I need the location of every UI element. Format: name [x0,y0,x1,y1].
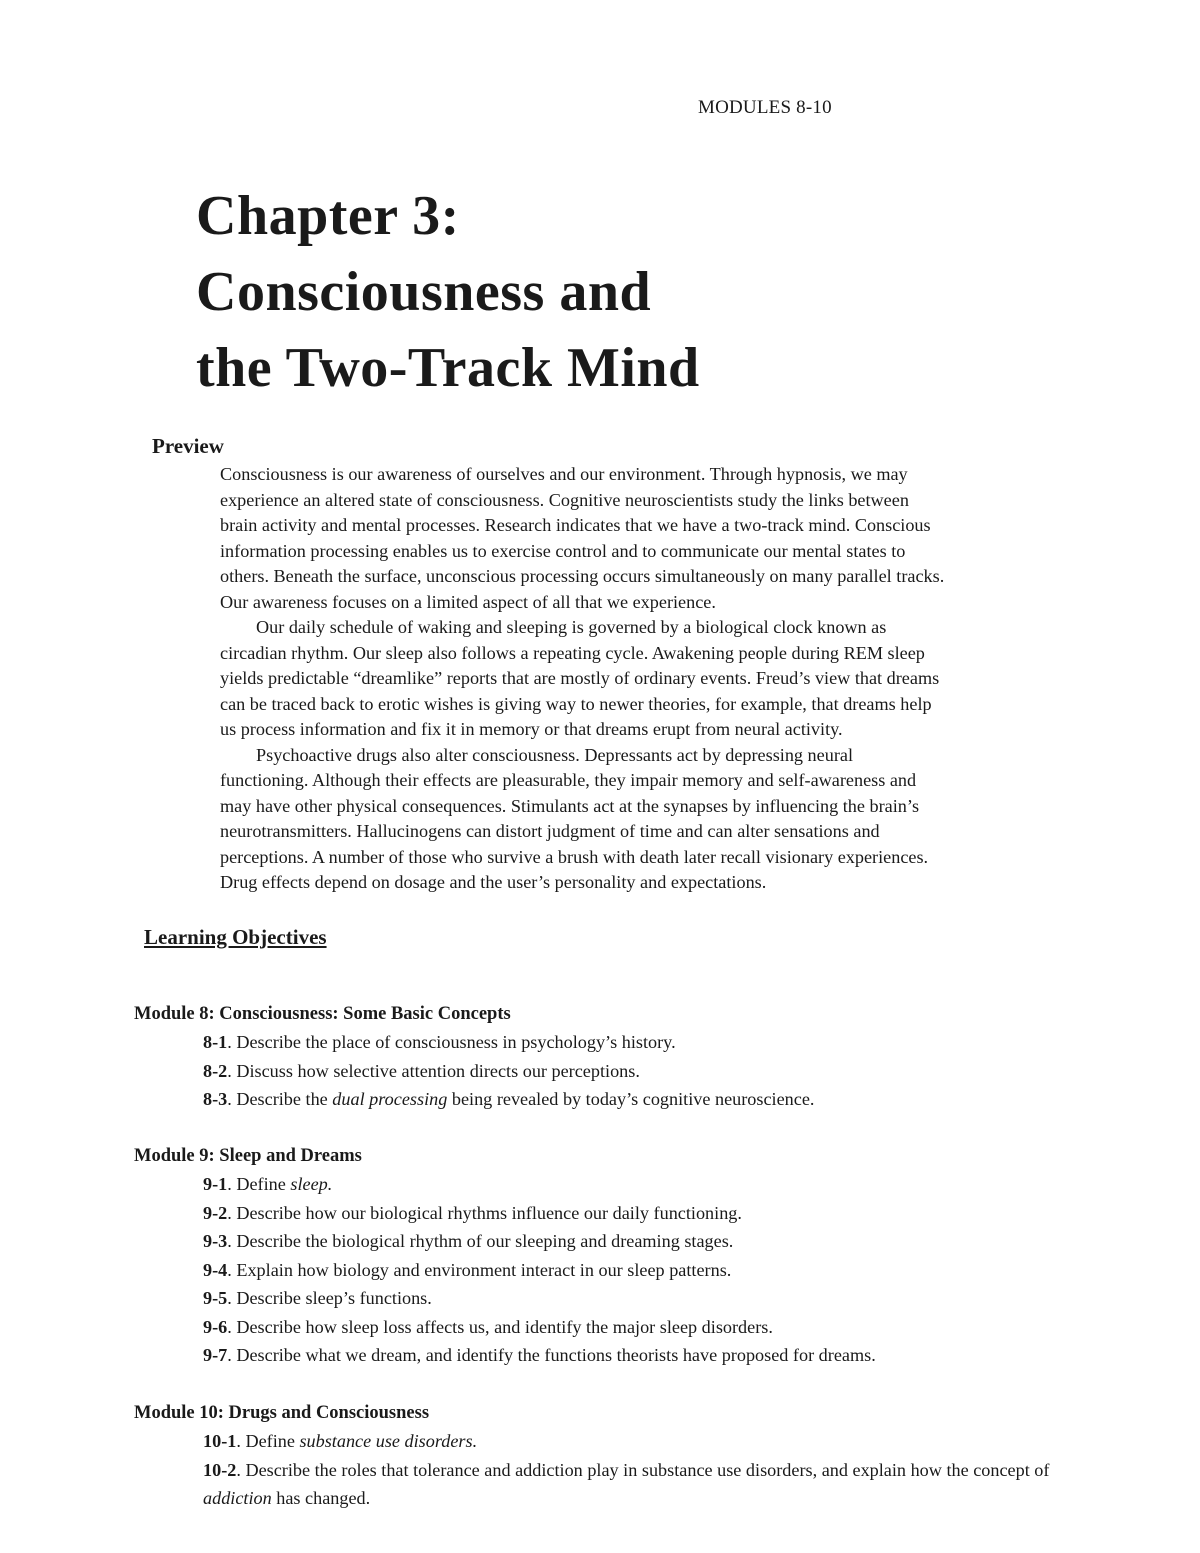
preview-line: information processing enables us to exercise control and to communicate our mental states to [220,540,906,561]
objective-text: has changed. [271,1487,371,1508]
preview-line: experience an altered state of consciousness. Cognitive neuroscientists study the links between [220,489,909,510]
module-title: Module 10: Drugs and Consciousness [134,1403,430,1423]
preview-line: yields predictable “dreamlike” reports that are mostly of ordinary events. Freud’s view that dreams [220,668,940,688]
objective-text: . Describe what we dream, and identify the functions theorists have proposed for dreams. [227,1345,876,1365]
chapter-title-line: Consciousness and [196,261,652,323]
objective-text: . Define [227,1174,291,1194]
objective-text: . Explain how biology and environment interact in our sleep patterns. [227,1259,732,1280]
objective-item [134,1028,814,1057]
objective-item [134,1227,876,1256]
objective-number: 9-4 [203,1259,228,1280]
chapter-title-line: Chapter 3: [196,185,460,247]
objective-emphasis: sleep. [290,1174,333,1194]
objective-number: 9-1 [203,1174,228,1194]
preview-line: functioning. Although their effects are pleasurable, they impair memory and self-awareness and [220,770,917,790]
module-title: Module 8: Consciousness: Some Basic Concepts [134,1004,511,1024]
preview-line: Consciousness is our awareness of ourselves and our environment. Through hypnosis, we may [220,464,908,484]
preview-line: neurotransmitters. Hallucinogens can distort judgment of time and can alter sensations and [220,821,880,841]
preview-heading: Preview [152,434,224,458]
preview-line: Our awareness focuses on a limited aspect of all that we experience. [220,591,716,612]
objective-list [134,1028,814,1114]
objective-text: . Discuss how selective attention directs our perceptions. [227,1060,640,1081]
chapter-title [196,178,700,406]
objective-number: 9-7 [203,1345,228,1365]
objective-number: 8-2 [203,1060,228,1081]
objective-number: 10-1 [203,1431,237,1451]
preview-line: circadian rhythm. Our sleep also follows a repeating cycle. Awakening people during REM sleep [220,642,925,663]
objective-list [134,1170,876,1370]
objective-number: 10-2 [203,1459,237,1480]
objective-number: 9-2 [203,1202,228,1223]
objective-item [134,1313,876,1342]
objective-number: 8-3 [203,1089,228,1109]
preview-line: Our daily schedule of waking and sleeping is governed by a biological clock known as [256,617,887,637]
objective-item [134,1170,876,1199]
objective-text: . Describe the roles that tolerance and addiction play in substance use disorders, and explain how the concept of [236,1459,1050,1480]
preview-line: perceptions. A number of those who survive a brush with death later recall visionary experiences. [220,846,929,867]
objective-number: 9-5 [203,1288,228,1308]
module-10-section [134,1399,1083,1512]
objective-emphasis: dual processing [332,1089,448,1109]
objective-text: . Describe the place of consciousness in psychology’s history. [227,1032,676,1052]
objective-text: . Describe how our biological rhythms influence our daily functioning. [227,1202,742,1223]
preview-line: Psychoactive drugs also alter consciousness. Depressants act by depressing neural [256,744,853,765]
objective-text: . Describe the [227,1089,333,1109]
objective-item [134,1284,876,1313]
objective-text: . Describe the biological rhythm of our sleeping and dreaming stages. [227,1231,734,1251]
objective-item [134,1256,876,1285]
preview-line: others. Beneath the surface, unconscious processing occurs simultaneously on many parallel tracks. [220,566,945,586]
preview-line: us process information and fix it in memory or that dreams erupt from neural activity. [220,719,843,739]
objective-text: being revealed by today’s cognitive neuroscience. [447,1089,815,1109]
chapter-title-line: the Two-Track Mind [196,337,700,399]
modules-header: MODULES 8-10 [698,97,832,118]
objective-text: . Define [236,1431,300,1451]
objective-number: 9-3 [203,1231,228,1251]
preview-body [220,462,1090,896]
objective-item [134,1057,814,1086]
objective-item [134,1085,814,1114]
preview-line: can be traced back to erotic wishes is giving way to newer theories, for example, that dreams help [220,693,932,714]
module-8-section [134,1000,814,1114]
objective-item [134,1456,1083,1512]
module-9-section [134,1142,876,1370]
objective-text: . Describe how sleep loss affects us, and identify the major sleep disorders. [227,1316,773,1337]
objective-list [134,1427,1083,1512]
preview-line: may have other physical consequences. Stimulants act at the synapses by influencing the brain’s [220,795,920,816]
objective-item [134,1427,1083,1456]
objective-emphasis: substance use disorders. [299,1431,478,1451]
preview-line: Drug effects depend on dosage and the user’s personality and expectations. [220,872,767,892]
preview-line: brain activity and mental processes. Research indicates that we have a two-track mind. Conscious [220,515,931,535]
objective-number: 8-1 [203,1032,228,1052]
objective-emphasis: addiction [203,1487,272,1508]
objective-text: . Describe sleep’s functions. [227,1288,432,1308]
objective-item [134,1199,876,1228]
learning-objectives-heading: Learning Objectives [144,925,327,949]
objective-item [134,1341,876,1370]
module-title: Module 9: Sleep and Dreams [134,1146,362,1166]
objective-number: 9-6 [203,1316,228,1337]
